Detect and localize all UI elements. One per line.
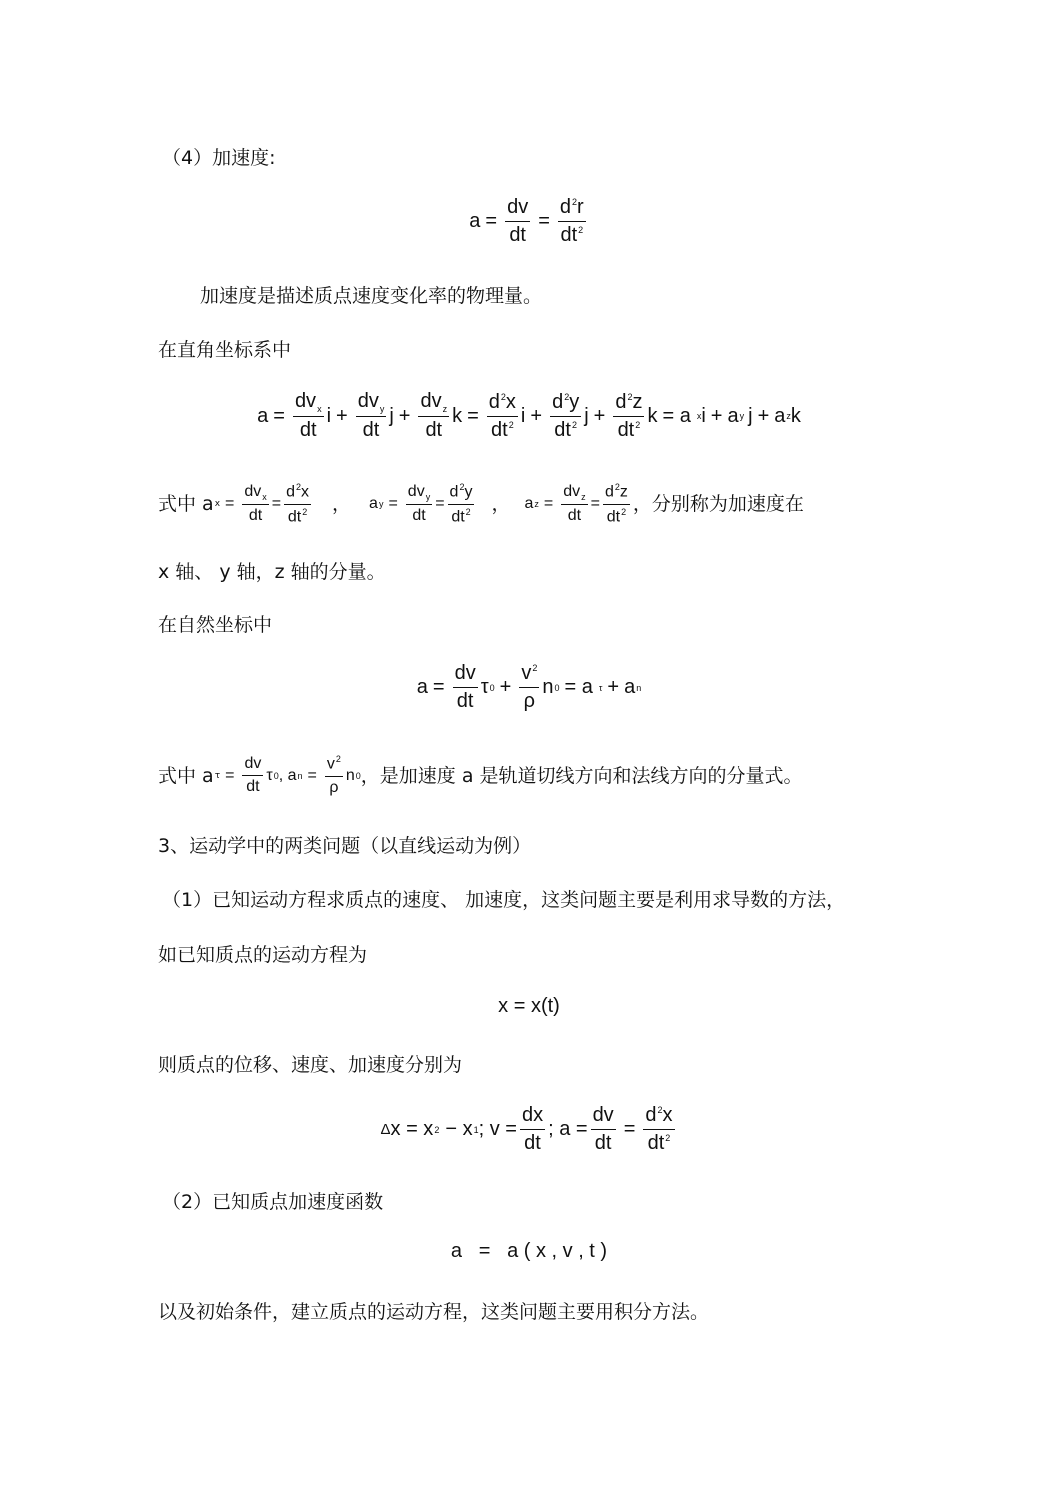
- equation-acceleration-definition: a = $\frac{dv}{dt}$ = $\frac{d^2r}{dt^2}$: [469, 196, 584, 246]
- text-acceleration-description: 加速度是描述质点速度变化率的物理量。: [200, 285, 543, 307]
- heading-kinematics-problems: 3、运动学中的两类问题（以直线运动为例）: [158, 835, 532, 857]
- text-integration-method: 以及初始条件，建立质点的运动方程，这类问题主要用积分方法。: [158, 1301, 710, 1323]
- text-natural-coordinates: 在自然坐标中: [158, 614, 273, 636]
- equation-motion: x = x(t): [498, 995, 560, 1017]
- text-problem-type-2: （2）已知质点加速度函数: [162, 1191, 384, 1213]
- equation-natural-acceleration: a = $\frac{dv}{dt}$ τ 0 + $\frac{v^2}{\rho}$ n 0 = a τ + a n: [416, 662, 642, 712]
- text-cartesian-components: 式中 a x = $\frac{dv_x}{dt}$ = $\frac{d^2x}{dt^2}$ ， a y = $\frac{dv_y}{dt}$ = $\frac{d^2y}{dt^2}$ ， a z = $\frac{dv_z}{dt}$ = $\frac{d^2z}{dt^2}$ ，分别称为加速度在: [158, 481, 804, 525]
- heading-acceleration: （4）加速度:: [162, 147, 276, 169]
- text-problem-type-1: （1）已知运动方程求质点的速度、 加速度，这类问题主要是利用求导数的方法，: [162, 889, 846, 911]
- fraction-d2r-dt2: $\frac{d^2r}{dt^2}$: [559, 196, 584, 246]
- text-displacement-velocity: 则质点的位移、速度、加速度分别为: [158, 1054, 463, 1076]
- fraction-dv-dt: $\frac{dv}{dt}$: [507, 196, 529, 246]
- equation-acceleration-function: a = a ( x , v , t ): [450, 1240, 608, 1262]
- text-axes-components: x 轴、 y 轴，z 轴的分量。: [158, 561, 386, 583]
- equation-displacement-velocity-acceleration: Δ x = x 2 − x 1 ; v = $\frac{dx}{dt}$ ; a = $\frac{dv}{dt}$ = $\frac{d^2x}{dt^2}$: [380, 1104, 673, 1154]
- text-given-equation: 如已知质点的运动方程为: [158, 944, 368, 966]
- text-cartesian-coordinates: 在直角坐标系中: [158, 339, 292, 361]
- text-natural-components: 式中 a τ = $\frac{dv}{dt}$ τ 0 , a n = $\frac{v^2}{\rho}$ n 0 ，是加速度 a 是轨道切线方向和法线方向的分量式。: [158, 754, 803, 797]
- equation-cartesian-acceleration: a = $\frac{dv_x}{dt}$ i + $\frac{dv_y}{dt}$ j + $\frac{dv_z}{dt}$ k = $\frac{d^2x}{dt^2}$ i + $\frac{d^2y}{dt^2}$ j + $\frac{d^2z}{dt^2}$ k = a x i + a y j + a z k: [257, 390, 801, 442]
